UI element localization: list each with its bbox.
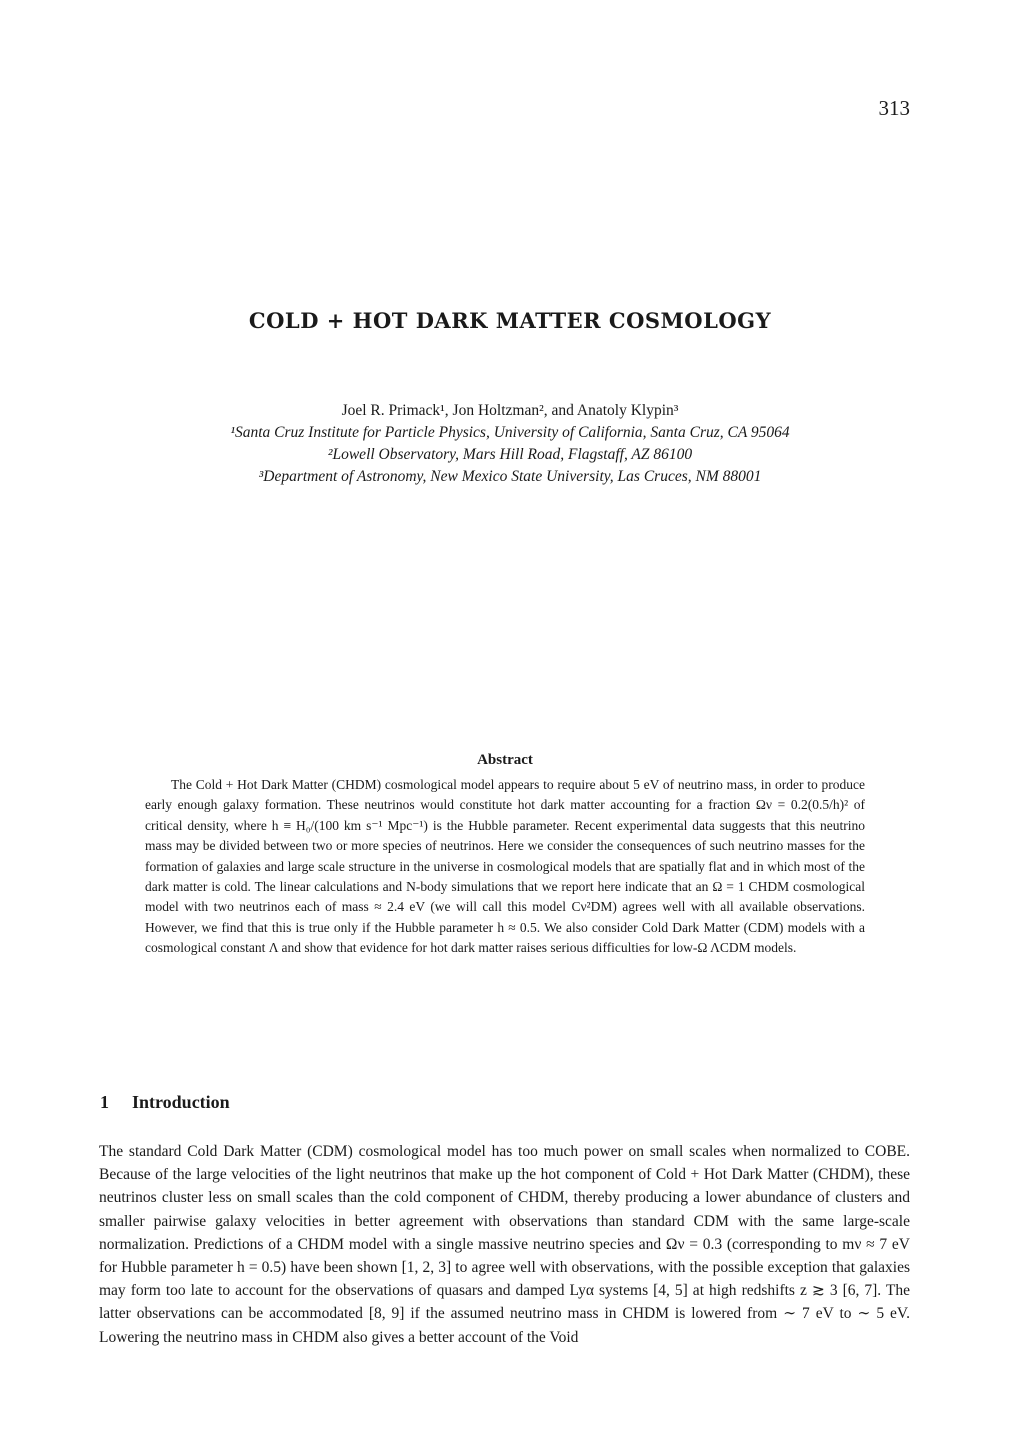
abstract-heading: Abstract: [477, 752, 533, 768]
section-title: Introduction: [132, 1092, 230, 1112]
page-number: 313: [878, 96, 910, 120]
abstract: [145, 752, 865, 959]
section-heading: [100, 1092, 230, 1113]
affiliation-2: ²Lowell Observatory, Mars Hill Road, Flagstaff, AZ 86100: [327, 446, 693, 463]
abstract-text: The Cold + Hot Dark Matter (CHDM) cosmological model appears to require about 5 eV of neutrino mass, in order to produce early enough galaxy formation. These neutrinos would constitute hot dark matter accounting for a fraction Ων = 0.2(0.5/h)² of critical density, where h ≡ H₀/(100 km s⁻¹ Mpc⁻¹) is the Hubble parameter. Recent experimental data suggests that this neutrino mass may be divided between two or more species of neutrinos. Here we consider the consequences of such neutrino masses for the formation of galaxies and large scale structure in the universe in cosmological models that are spatially flat and in which most of the dark matter is cold. The linear calculations and N-body simulations that we report here indicate that an Ω = 1 CHDM cosmological model with two neutrinos each of mass ≈ 2.4 eV (we will call this model Cν²DM) agrees well with all available observations. However, we find that this is true only if the Hubble parameter h ≈ 0.5. We also consider Cold Dark Matter (CDM) models with a cosmological constant Λ and show that evidence for hot dark matter raises serious difficulties for low-Ω ΛCDM models.: [145, 777, 865, 956]
affiliation-3: ³Department of Astronomy, New Mexico State University, Las Cruces, NM 88001: [258, 468, 762, 485]
introduction-paragraph: The standard Cold Dark Matter (CDM) cosmological model has too much power on small scales when normalized to COBE. Because of the large velocities of the light neutrinos that make up the hot component of Cold + Hot Dark Matter (CHDM), these neutrinos cluster less on small scales than the cold component of CHDM, thereby producing a lower abundance of clusters and smaller pairwise galaxy velocities in better agreement with observations than standard CDM with the same large-scale normalization. Predictions of a CHDM model with a single massive neutrino species and Ων = 0.3 (corresponding to mν ≈ 7 eV for Hubble parameter h = 0.5) have been shown [1, 2, 3] to agree well with observations, with the possible exception that galaxies may form too late to account for the observations of quasars and damped Lyα systems [4, 5] at high redshifts z ≳ 3 [6, 7]. The latter observations can be accommodated [8, 9] if the assumed neutrino mass in CHDM is lowered from ∼ 7 eV to ∼ 5 eV. Lowering the neutrino mass in CHDM also gives a better account of the Void: [99, 1143, 910, 1346]
section-number: 1: [100, 1092, 109, 1112]
author-line: Joel R. Primack¹, Jon Holtzman², and Anatoly Klypin³: [341, 402, 679, 419]
author-block: [0, 400, 1020, 488]
affiliation-1: ¹Santa Cruz Institute for Particle Physics, University of California, Santa Cruz, CA 95064: [230, 424, 790, 441]
paper-title: COLD + HOT DARK MATTER COSMOLOGY: [248, 308, 772, 333]
